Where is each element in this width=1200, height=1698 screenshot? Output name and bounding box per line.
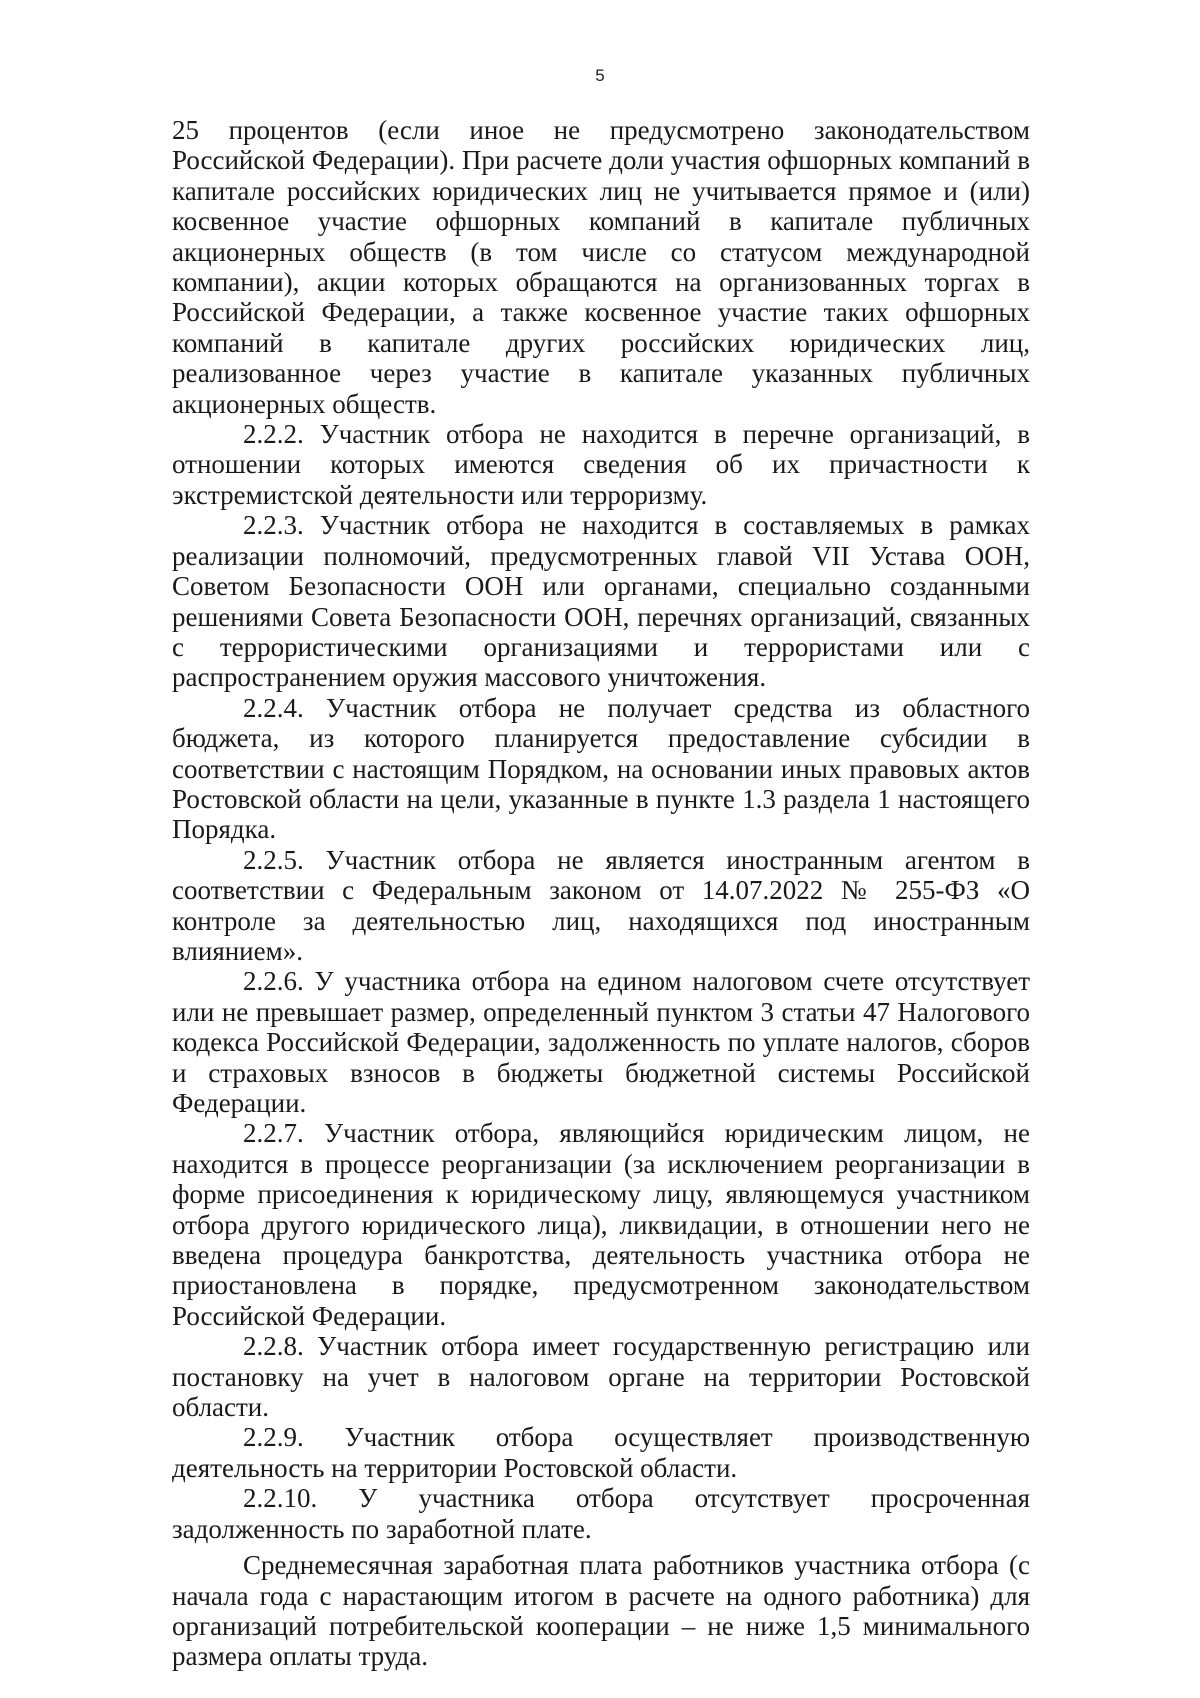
- paragraph-2-2-4: 2.2.4. Участник отбора не получает средства из областного бюджета, из которого планируется предоставление субсидии в соответствии с настоящим Порядком, на основании иных правовых актов Ростовской области на цели, указанные в пункте 1.3 раздела 1 настоящего Порядка.: [172, 692, 1030, 845]
- document-body: [172, 115, 1030, 1672]
- paragraph-2-2-9: 2.2.9. Участник отбора осуществляет производственную деятельность на территории Ростовской области.: [172, 1422, 1030, 1483]
- paragraph-continuation: 25 процентов (если иное не предусмотрено законодательством Российской Федерации). При расчете доли участия офшорных компаний в капитале российских юридических лиц не учитывается прямое и (или) косвенное участие офшорных компаний в капитале публичных акционерных обществ (в том числе со статусом международной компании), акции которых обращаются на организованных торгах в Российской Федерации, а также косвенное участие таких офшорных компаний в капитале других российских юридических лиц, реализованное через участие в капитале указанных публичных акционерных обществ.: [172, 115, 1030, 419]
- page-number: 5: [595, 66, 605, 85]
- paragraph-2-2-8: 2.2.8. Участник отбора имеет государственную регистрацию или постановку на учет в налоговом органе на территории Ростовской области.: [172, 1331, 1030, 1423]
- paragraph-2-2-5: 2.2.5. Участник отбора не является иностранным агентом в соответствии с Федеральным законом от 14.07.2022 № 255-ФЗ «О контроле за деятельностью лиц, находящихся под иностранным влиянием».: [172, 844, 1030, 966]
- paragraph-2-2-7: 2.2.7. Участник отбора, являющийся юридическим лицом, не находится в процессе реорганизации (за исключением реорганизации в форме присоединения к юридическому лицу, являющемуся участником отбора другого юридического лица), ликвидации, в отношении него не введена процедура банкротства, деятельность участника отбора не приостановлена в порядке, предусмотренном законодательством Российской Федерации.: [172, 1118, 1030, 1331]
- paragraph-2-2-3: 2.2.3. Участник отбора не находится в составляемых в рамках реализации полномочий, предусмотренных главой VII Устава ООН, Советом Безопасности ООН или органами, специально созданными решениями Совета Безопасности ООН, перечнях организаций, связанных с террористическими организациями и террористами или с распространением оружия массового уничтожения.: [172, 510, 1030, 693]
- paragraph-2-2-6: 2.2.6. У участника отбора на едином налоговом счете отсутствует или не превышает размер, определенный пунктом 3 статьи 47 Налогового кодекса Российской Федерации, задолженность по уплате налогов, сборов и страховых взносов в бюджеты бюджетной системы Российской Федерации.: [172, 966, 1030, 1118]
- paragraph-average-salary: Среднемесячная заработная плата работников участника отбора (с начала года с нарастающим итогом в расчете на одного работника) для организаций потребительской кооперации – не ниже 1,5 минимального размера оплаты труда.: [172, 1550, 1030, 1672]
- paragraph-2-2-10: 2.2.10. У участника отбора отсутствует просроченная задолженность по заработной плате.: [172, 1483, 1030, 1544]
- paragraph-2-2-2: 2.2.2. Участник отбора не находится в перечне организаций, в отношении которых имеются сведения об их причастности к экстремистской деятельности или терроризму.: [172, 419, 1030, 510]
